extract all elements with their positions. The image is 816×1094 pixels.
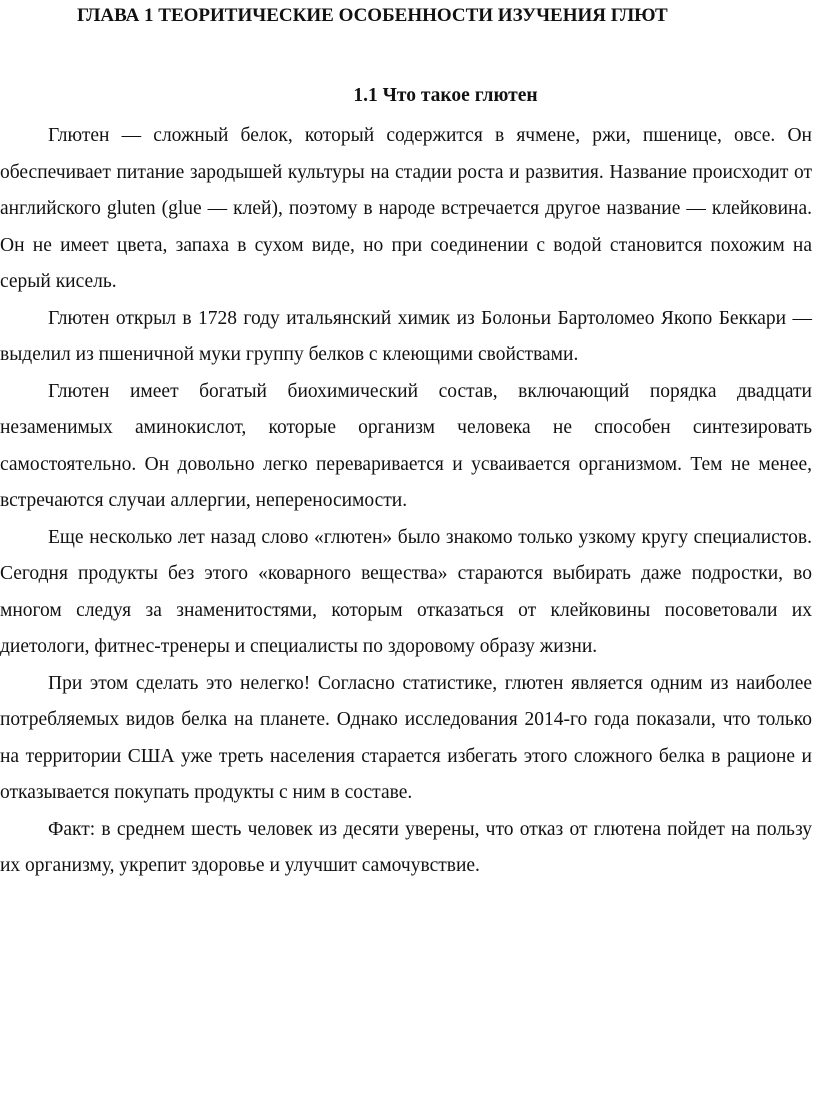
chapter-title: ГЛАВА 1 ТЕОРИТИЧЕСКИЕ ОСОБЕННОСТИ ИЗУЧЕНИЯ ГЛЮТ <box>77 5 668 26</box>
paragraph-discovery: Глютен открыл в 1728 году итальянский химик из Болоньи Бартоломео Якопо Беккари — выделил из пшеничной муки группу белков с клеющими свойствами. <box>0 307 812 365</box>
paragraph-popularity: Еще несколько лет назад слово «глютен» было знакомо только узкому кругу специалистов. Сегодня продукты без этого «коварного вещества» стараются выбирать даже подростки, во многом следуя за знаменитостями, которым отказаться от клейковины посоветовали их диетологи, фитнес-тренеры и специалисты по здоровому образу жизни. <box>0 526 812 657</box>
paragraph-statistics: При этом сделать это нелегко! Согласно статистике, глютен является одним из наиболее потребляемых видов белка на планете. Однако исследования 2014-го года показали, что только на территории США уже треть населения старается избегать этого сложного белка в рационе и отказывается покупать продукты с ним в составе. <box>0 672 812 803</box>
section-title: 1.1 Что такое глютен <box>353 85 538 106</box>
paragraph-composition: Глютен имеет богатый биохимический состав, включающий порядка двадцати незаменимых аминокислот, которые организм человека не способен синтезировать самостоятельно. Он довольно легко переваривается и усваивается организмом. Тем не менее, встречаются случаи аллергии, непереносимости. <box>0 380 812 511</box>
paragraph-definition: Глютен — сложный белок, который содержится в ячмене, ржи, пшенице, овсе. Он обеспечивает питание зародышей культуры на стадии роста и развития. Название происходит от английского gluten (glue — клей), поэтому в народе встречается другое название — клейковина. Он не имеет цвета, запаха в сухом виде, но при соединении с водой становится похожим на серый кисель. <box>0 125 812 292</box>
paragraph-fact: Факт: в среднем шесть человек из десяти уверены, что отказ от глютена пойдет на пользу их организму, укрепит здоровье и улучшит самочувствие. <box>0 818 812 876</box>
document-body <box>0 118 812 885</box>
